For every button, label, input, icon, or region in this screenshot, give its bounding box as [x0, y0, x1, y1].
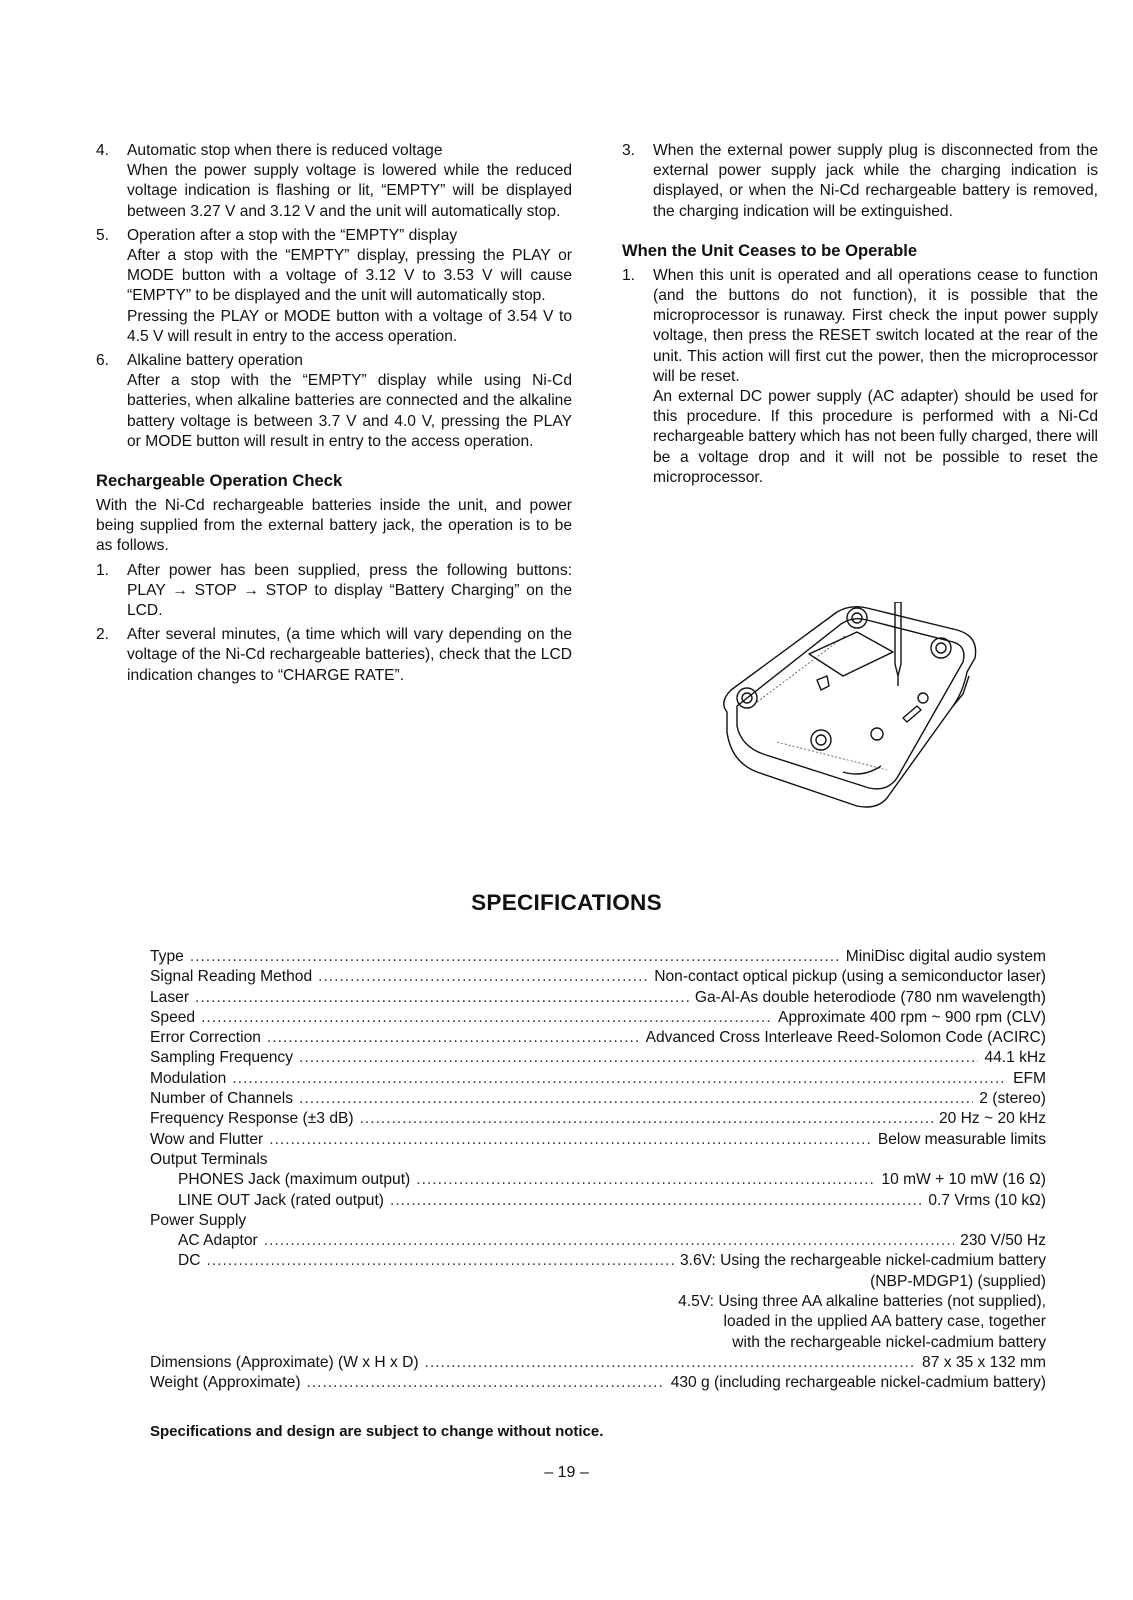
- item-text: When this unit is operated and all operations cease to function (and the buttons do not function), it is possible that the microprocessor is runaway. First check the input power supply voltage, then press the RESET switch located at the rear of the unit. This action will first cut the power, then the microprocessor will be reset.: [653, 266, 1098, 385]
- spec-value: 20 Hz ~ 20 kHz: [938, 1110, 1046, 1128]
- spec-value: EFM: [1013, 1069, 1046, 1087]
- item-text: After a stop with the “EMPTY” display while using Ni-Cd batteries, when alkaline batteries are connected and the alkaline battery voltage is between 3.7 V and 4.0 V, pressing the PLAY or MODE button will result in entry to the access operation.: [127, 372, 572, 450]
- spec-value: 3.6V: Using the rechargeable nickel-cadmium battery: [679, 1252, 1046, 1270]
- spec-value: 10 mW + 10 mW (16 Ω): [881, 1171, 1046, 1189]
- spec-label: Laser: [150, 988, 190, 1006]
- spec-value: 0.7 Vrms (10 kΩ): [928, 1191, 1046, 1209]
- spec-value-continued: (NBP-MDGP1) (supplied): [870, 1272, 1046, 1290]
- spec-heading-power: [150, 1211, 1046, 1231]
- spec-label: Power Supply: [150, 1211, 247, 1229]
- item-number: 6.: [96, 352, 110, 370]
- spec-value-continued: with the rechargeable nickel-cadmium battery: [732, 1333, 1046, 1351]
- spec-row-channels: [150, 1089, 1046, 1109]
- spec-value-continued: loaded in the upplied AA battery case, together: [723, 1313, 1046, 1331]
- list-item: [622, 141, 1098, 222]
- spec-row-ac: [150, 1231, 1046, 1251]
- spec-value: Approximate 400 rpm ~ 900 rpm (CLV): [778, 1008, 1046, 1026]
- item-title: Operation after a stop with the “EMPTY” display: [127, 226, 458, 244]
- section-heading: When the Unit Ceases to be Operable: [622, 240, 918, 260]
- left-column: [96, 141, 572, 690]
- list-item: [96, 625, 572, 686]
- notice-text: Specifications and design are subject to change without notice.: [150, 1423, 604, 1440]
- spec-value: 87 x 35 x 132 mm: [922, 1353, 1046, 1371]
- spec-label: PHONES Jack (maximum output): [178, 1171, 411, 1189]
- spec-value: 430 g (including rechargeable nickel-cadmium battery): [670, 1374, 1046, 1392]
- list-item: [96, 226, 572, 347]
- item-title: Alkaline battery operation: [127, 352, 303, 370]
- spec-row-phones: [150, 1170, 1046, 1190]
- spec-row-sampling: [150, 1048, 1046, 1068]
- item-number: 5.: [96, 226, 110, 244]
- spec-row-laser: [150, 988, 1046, 1008]
- device-rear-illustration: [717, 602, 1007, 812]
- section-heading: Rechargeable Operation Check: [96, 471, 343, 491]
- spec-row-weight: [150, 1373, 1046, 1393]
- section-intro: With the Ni-Cd rechargeable batteries inside the unit, and power being supplied from the external battery jack, the operation is to be as follows.: [96, 497, 572, 555]
- item-text: When the external power supply plug is disconnected from the external power supply jack while the charging indication is displayed, or when the Ni-Cd rechargeable battery is removed, the charging indication will be extinguished.: [653, 142, 1098, 220]
- spec-label: Dimensions (Approximate) (W x H x D): [150, 1353, 419, 1371]
- item-number: 4.: [96, 142, 110, 159]
- spec-value: 230 V/50 Hz: [960, 1232, 1046, 1250]
- item-text: After several minutes, (a time which will vary depending on the voltage of the Ni-Cd rechargeable batteries), check that the LCD indication changes to “CHARGE RATE”.: [127, 626, 572, 684]
- spec-label: AC Adaptor: [178, 1232, 258, 1250]
- spec-label: Frequency Response (±3 dB): [150, 1110, 354, 1128]
- item-number: 2.: [96, 626, 110, 644]
- spec-row-speed: [150, 1008, 1046, 1028]
- spec-value: MiniDisc digital audio system: [845, 948, 1046, 965]
- spec-label: Weight (Approximate): [150, 1374, 301, 1392]
- spec-label: Speed: [150, 1008, 196, 1026]
- list-item: [622, 266, 1098, 488]
- spec-row-dimensions: [150, 1353, 1046, 1373]
- spec-label: Signal Reading Method: [150, 968, 313, 986]
- list-item: [96, 561, 572, 622]
- spec-value: 2 (stereo): [979, 1090, 1046, 1108]
- specifications-title: SPECIFICATIONS: [471, 890, 662, 915]
- spec-row-wow: [150, 1130, 1046, 1150]
- item-text: After power has been supplied, press the following buttons: PLAY → STOP → STOP to display “Battery Charging” on the LCD.: [127, 561, 572, 620]
- spec-label: Sampling Frequency: [150, 1049, 294, 1067]
- spec-label: Wow and Flutter: [150, 1130, 264, 1148]
- spec-heading-output: [150, 1150, 1046, 1170]
- spec-label: Output Terminals: [150, 1150, 268, 1168]
- spec-value: Below measurable limits: [877, 1130, 1046, 1148]
- spec-value: 44.1 kHz: [984, 1049, 1046, 1067]
- spec-row-error-correction: [150, 1028, 1046, 1048]
- item-text: When the power supply voltage is lowered while the reduced voltage indication is flashing or lit, “EMPTY” will be displayed between 3.27 V and 3.12 V and the unit will automatically stop.: [127, 162, 572, 220]
- spec-label: DC: [178, 1252, 201, 1270]
- item-title: Automatic stop when there is reduced voltage: [127, 142, 443, 159]
- spec-value: Non-contact optical pickup (using a semiconductor laser): [654, 968, 1046, 986]
- spec-label: Number of Channels: [150, 1090, 294, 1108]
- spec-row-frequency: [150, 1109, 1046, 1129]
- item-number: 1.: [96, 561, 110, 579]
- spec-value-continued: 4.5V: Using three AA alkaline batteries (not supplied),: [678, 1293, 1046, 1311]
- spec-row-modulation: [150, 1069, 1046, 1089]
- spec-row-lineout: [150, 1191, 1046, 1211]
- specifications-list: [150, 947, 1046, 1394]
- spec-value: Advanced Cross Interleave Reed-Solomon Code (ACIRC): [645, 1029, 1046, 1047]
- item-text: Pressing the PLAY or MODE button with a voltage of 3.54 V to 4.5 V will result in entry to the access operation.: [127, 307, 572, 345]
- spec-row-type: [150, 947, 1046, 967]
- spec-label: Error Correction: [150, 1029, 261, 1047]
- list-item: [96, 141, 572, 222]
- list-item: [96, 351, 572, 452]
- spec-row-dc: [150, 1251, 1046, 1271]
- item-number: 1.: [622, 266, 636, 284]
- spec-row-signal: [150, 967, 1046, 987]
- item-text: An external DC power supply (AC adapter) should be used for this procedure. If this procedure is performed with a Ni-Cd rechargeable battery which has not been fully charged, there will be a voltage drop and it will not be possible to reset the microprocessor.: [653, 388, 1098, 486]
- spec-value: Ga-Al-As double heterodiode (780 nm wavelength): [694, 988, 1046, 1006]
- item-text: After a stop with the “EMPTY” display, pressing the PLAY or MODE button with a voltage of 3.12 V to 3.53 V will cause “EMPTY” to be displayed and the unit will automatically stop.: [127, 247, 572, 305]
- item-number: 3.: [622, 142, 636, 159]
- spec-label: LINE OUT Jack (rated output): [178, 1191, 384, 1209]
- right-column: [622, 141, 1098, 492]
- spec-label: Modulation: [150, 1069, 227, 1087]
- spec-label: Type: [150, 948, 184, 965]
- page-number: – 19 –: [544, 1464, 589, 1481]
